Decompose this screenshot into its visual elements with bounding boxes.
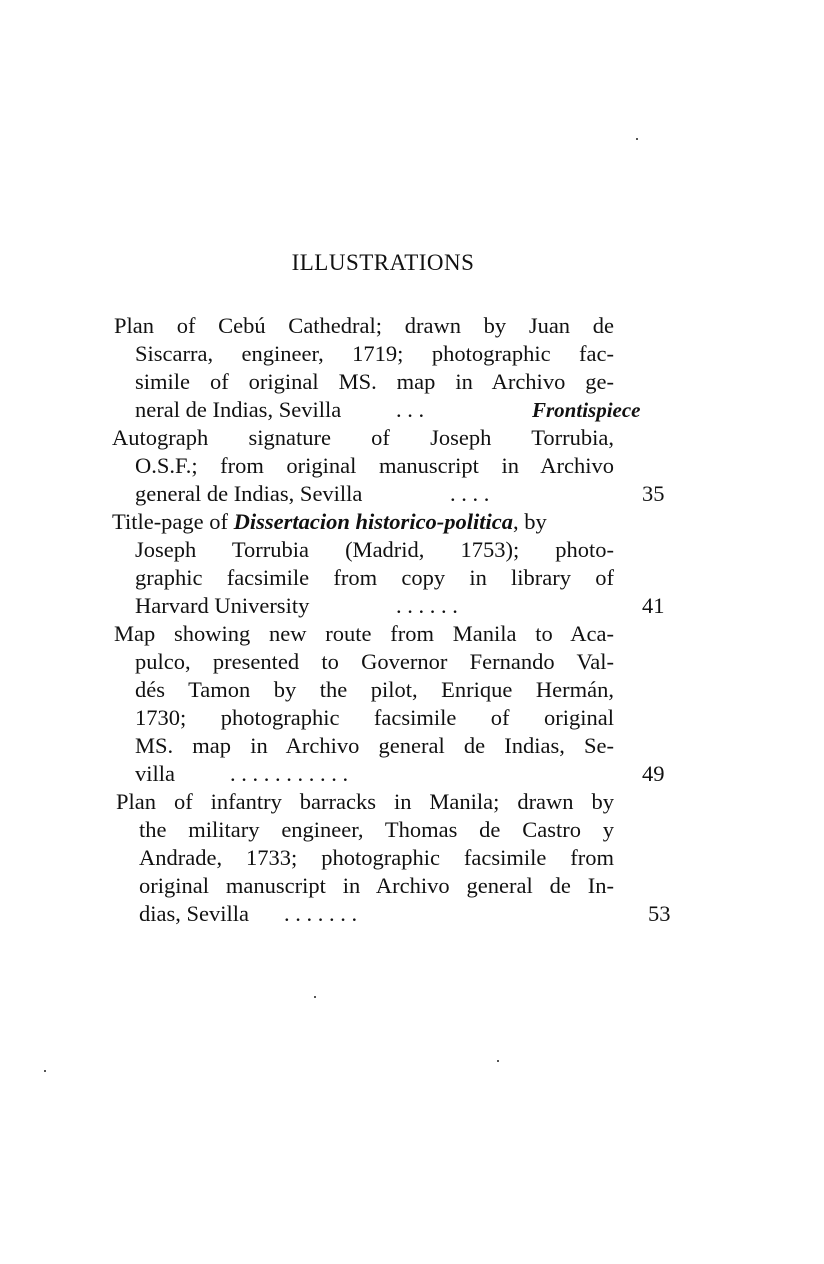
entry-line: pulco, presented to Governor Fernando Val- — [135, 649, 614, 674]
paper-speck — [44, 1070, 46, 1072]
page-number: 49 — [642, 761, 665, 786]
dot-leaders: . . . . . . . — [284, 901, 358, 926]
page-number: Frontispiece — [532, 398, 641, 422]
page-number: 41 — [642, 593, 665, 618]
entry-text: , by — [513, 509, 547, 534]
entry-line: dias, Sevilla — [139, 901, 249, 926]
entry-line: Map showing new route from Manila to Aca- — [114, 621, 614, 646]
page-number: 35 — [642, 481, 665, 506]
paper-speck — [314, 996, 316, 998]
entry-line: Autograph signature of Joseph Torrubia, — [112, 425, 614, 450]
entry-line: original manuscript in Archivo general de In- — [139, 873, 614, 898]
entry-line: simile of original MS. map in Archivo ge- — [135, 369, 614, 394]
entry-line: dés Tamon by the pilot, Enrique Hermán, — [135, 677, 614, 702]
dot-leaders: . . . . — [450, 481, 490, 506]
entry-line: O.S.F.; from original manuscript in Archivo — [135, 453, 614, 478]
paper-speck — [497, 1060, 499, 1062]
dot-leaders: . . . — [396, 397, 425, 422]
dot-leaders: . . . . . . . . . . . — [230, 761, 349, 786]
entry-line: Plan of infantry barracks in Manila; drawn by — [116, 789, 614, 814]
entry-line: Siscarra, engineer, 1719; photographic fac- — [135, 341, 614, 366]
entry-line: 1730; photographic facsimile of original — [135, 705, 614, 730]
entry-line: Andrade, 1733; photographic facsimile from — [139, 845, 614, 870]
entry-text: Title-page of — [112, 509, 229, 534]
entry-line: graphic facsimile from copy in library of — [135, 565, 614, 590]
entry-line: Harvard University — [135, 593, 310, 618]
dot-leaders: . . . . . . — [396, 593, 458, 618]
book-title: Dissertacion historico-politica — [233, 509, 514, 534]
entry-line: the military engineer, Thomas de Castro y — [139, 817, 614, 842]
entry-line: Plan of Cebú Cathedral; drawn by Juan de — [114, 313, 614, 338]
entry-line: neral de Indias, Sevilla — [135, 397, 342, 422]
paper-speck — [636, 138, 638, 140]
page-number: 53 — [648, 901, 671, 926]
entry-line: MS. map in Archivo general de Indias, Se- — [135, 733, 614, 758]
entry-line: general de Indias, Sevilla — [135, 481, 363, 506]
entry-line: villa — [135, 761, 175, 786]
page-title: ILLUSTRATIONS — [291, 250, 475, 275]
entry-line — [112, 508, 547, 536]
entry-line: Joseph Torrubia (Madrid, 1753); photo- — [135, 537, 614, 562]
